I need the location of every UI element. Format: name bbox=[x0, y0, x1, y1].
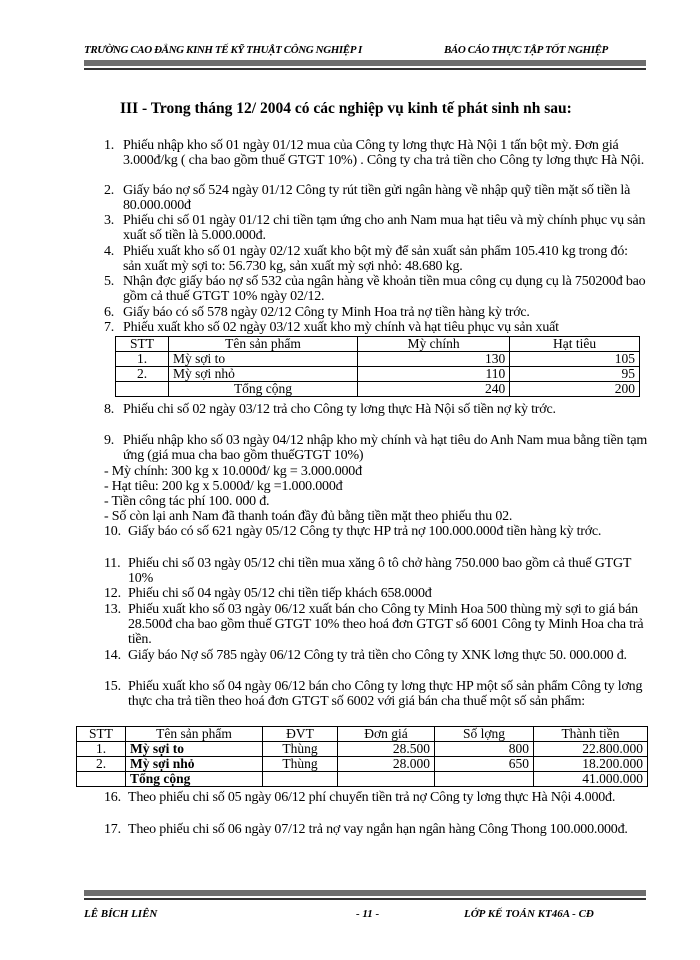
table-header-cell: Mỳ chính bbox=[358, 337, 510, 352]
list-item-11 bbox=[104, 556, 649, 586]
item-text: Phiếu xuất kho số 02 ngày 03/12 xuất kho mỳ chính và hạt tiêu phục vụ sản xuất bbox=[123, 320, 559, 335]
list-item-12 bbox=[104, 586, 649, 601]
table-header-cell: Số lợng bbox=[435, 727, 534, 742]
footer-author: LÊ BÍCH LIÊN bbox=[84, 908, 158, 920]
list-item-8 bbox=[104, 402, 649, 417]
table-cell bbox=[338, 772, 435, 787]
item-number: 7. bbox=[104, 320, 115, 335]
header-school: TRƯỜNG CAO ĐẲNG KINH TẾ KỸ THUẬT CÔNG NGHIỆP I bbox=[84, 44, 362, 56]
list-item-5 bbox=[104, 274, 649, 304]
table-header-row bbox=[116, 337, 640, 352]
item-text: Phiếu chi số 04 ngày 05/12 chi tiền tiếp khách 658.000đ bbox=[128, 586, 432, 601]
table-cell bbox=[77, 772, 126, 787]
list-item-1 bbox=[104, 138, 649, 168]
item9-detail-line: - Mỳ chính: 300 kg x 10.000đ/ kg = 3.000.000đ bbox=[104, 464, 362, 479]
table-cell bbox=[263, 772, 338, 787]
item-text: Theo phiếu chi số 06 ngày 07/12 trả nợ vay ngắn hạn ngân hàng Công Thong 100.000.000đ. bbox=[128, 822, 628, 837]
item-number: 10. bbox=[104, 524, 121, 539]
table-total-row bbox=[77, 772, 648, 787]
table-cell: 41.000.000 bbox=[534, 772, 648, 787]
item-text: Phiếu xuất kho số 03 ngày 06/12 xuất bán cho Công ty Minh Hoa 500 thùng mỳ sợi to giá bán 28.500đ cha bao gồm thuế GTGT 10% theo hoá đơn GTGT số 6001 Công ty Minh Hoa cha trả tiền. bbox=[128, 602, 644, 647]
table-header-cell: Tên sản phẩm bbox=[169, 337, 358, 352]
item9-detail-line: - Hạt tiêu: 200 kg x 5.000đ/ kg =1.000.000đ bbox=[104, 479, 343, 494]
section-title: III - Trong tháng 12/ 2004 có các nghiệp vụ kinh tế phát sinh nh sau: bbox=[120, 100, 572, 117]
table-cell: Mỳ sợi to bbox=[169, 352, 358, 367]
item-number: 17. bbox=[104, 822, 121, 837]
list-item-3 bbox=[104, 213, 649, 243]
item-number: 15. bbox=[104, 679, 121, 694]
item-number: 13. bbox=[104, 602, 121, 617]
table-cell: 130 bbox=[358, 352, 510, 367]
list-item-17 bbox=[104, 822, 649, 837]
table-cell: Mỳ sợi to bbox=[126, 742, 263, 757]
table-cell bbox=[435, 772, 534, 787]
table-cell: 2. bbox=[116, 367, 169, 382]
table-item15 bbox=[76, 726, 648, 787]
table-cell: 18.200.000 bbox=[534, 757, 648, 772]
table-cell: 95 bbox=[510, 367, 640, 382]
header-rule-thin bbox=[84, 68, 646, 70]
item-number: 11. bbox=[104, 556, 121, 571]
table-cell: Thùng bbox=[263, 742, 338, 757]
table-cell: Tổng cộng bbox=[126, 772, 263, 787]
table-cell: 28.500 bbox=[338, 742, 435, 757]
table-cell: 28.000 bbox=[338, 757, 435, 772]
table-cell: Thùng bbox=[263, 757, 338, 772]
item-text: Giấy báo có số 578 ngày 02/12 Công ty Minh Hoa trả nợ tiền hàng kỳ trớc. bbox=[123, 305, 530, 320]
table-cell: Mỳ sợi nhỏ bbox=[126, 757, 263, 772]
table-header-cell: Đơn giá bbox=[338, 727, 435, 742]
header-report-title: BÁO CÁO THỰC TẬP TỐT NGHIỆP bbox=[444, 44, 608, 56]
header-rule bbox=[84, 60, 646, 66]
table-cell: 240 bbox=[358, 382, 510, 397]
footer-page-number: - 11 - bbox=[356, 908, 380, 920]
table-cell bbox=[116, 382, 169, 397]
list-item-2 bbox=[104, 183, 649, 213]
table-cell: Tổng cộng bbox=[169, 382, 358, 397]
list-item-16 bbox=[104, 790, 649, 805]
footer-class: LỚP KẾ TOÁN KT46A - CĐ bbox=[464, 908, 594, 920]
item-text: Phiếu xuất kho số 01 ngày 02/12 xuất kho bột mỳ để sản xuất sản phẩm 105.410 kg trong đó: sản xuất mỳ sợi to: 56.730 kg, sản xuất mỳ sợi nhỏ: 48.680 kg. bbox=[123, 244, 628, 274]
table-cell: 22.800.000 bbox=[534, 742, 648, 757]
table-cell: 650 bbox=[435, 757, 534, 772]
item-number: 3. bbox=[104, 213, 115, 228]
item-number: 6. bbox=[104, 305, 115, 320]
table-cell: 200 bbox=[510, 382, 640, 397]
table-header-cell: Tên sản phẩm bbox=[126, 727, 263, 742]
item-text: Giấy báo có số 621 ngày 05/12 Công ty thực HP trả nợ 100.000.000đ tiền hàng kỳ trớc. bbox=[128, 524, 602, 539]
list-item-15 bbox=[104, 679, 649, 709]
table-row bbox=[77, 742, 648, 757]
item-text: Theo phiếu chi số 05 ngày 06/12 phí chuyển tiền trả nợ Công ty lơng thực Hà Nội 4.000đ. bbox=[128, 790, 616, 805]
item-number: 4. bbox=[104, 244, 115, 259]
list-item-14 bbox=[104, 648, 649, 663]
list-item-6 bbox=[104, 305, 649, 320]
table-cell: 1. bbox=[77, 742, 126, 757]
table-header-cell: Hạt tiêu bbox=[510, 337, 640, 352]
item-number: 14. bbox=[104, 648, 121, 663]
item-text: Giấy báo nợ số 524 ngày 01/12 Công ty rút tiền gửi ngân hàng về nhập quỹ tiền mặt số tiền là 80.000.000đ bbox=[123, 183, 631, 213]
table-row bbox=[77, 757, 648, 772]
item-text: Nhận đợc giấy báo nợ số 532 của ngân hàng về khoản tiền mua công cụ dụng cụ là 750200đ bao gồm cả thuế GTGT 10% ngày 02/12. bbox=[123, 274, 646, 304]
list-item-9 bbox=[104, 433, 649, 463]
item-text: Phiếu chi số 02 ngày 03/12 trả cho Công ty lơng thực Hà Nội số tiền nợ kỳ trớc. bbox=[123, 402, 556, 417]
item-number: 5. bbox=[104, 274, 115, 289]
item-text: Phiếu chi số 03 ngày 05/12 chi tiền mua xăng ô tô chở hàng 750.000 bao gồm cả thuế GTGT 10% bbox=[128, 556, 631, 586]
item-number: 2. bbox=[104, 183, 115, 198]
item-number: 16. bbox=[104, 790, 121, 805]
item-text: Phiếu nhập kho số 01 ngày 01/12 mua của Công ty lơng thực Hà Nội 1 tấn bột mỳ. Đơn giá 3.000đ/kg ( cha bao gồm thuế GTGT 10%) . Công ty cha trả tiền cho Công ty lơng thực Hà Nội. bbox=[123, 138, 645, 168]
table-total-row bbox=[116, 382, 640, 397]
item-text: Giấy báo Nợ số 785 ngày 06/12 Công ty trả tiền cho Công ty XNK lơng thực 50. 000.000 đ. bbox=[128, 648, 627, 663]
table-header-cell: STT bbox=[77, 727, 126, 742]
item9-detail-line: - Số còn lại anh Nam đã thanh toán đầy đủ bằng tiền mặt theo phiếu thu 02. bbox=[104, 509, 513, 524]
table-cell: 1. bbox=[116, 352, 169, 367]
footer-rule bbox=[84, 890, 646, 896]
item9-detail-line: - Tiền công tác phí 100. 000 đ. bbox=[104, 494, 270, 509]
table-item7 bbox=[115, 336, 640, 397]
item-text: Phiếu chi số 01 ngày 01/12 chi tiền tạm ứng cho anh Nam mua hạt tiêu và mỳ chính phục vụ sản xuất số tiền là 5.000.000đ. bbox=[123, 213, 646, 243]
table-cell: Mỳ sợi nhỏ bbox=[169, 367, 358, 382]
list-item-7 bbox=[104, 320, 649, 335]
table-cell: 110 bbox=[358, 367, 510, 382]
list-item-4 bbox=[104, 244, 649, 274]
item-number: 1. bbox=[104, 138, 115, 153]
list-item-10 bbox=[104, 524, 649, 539]
table-cell: 2. bbox=[77, 757, 126, 772]
table-cell: 800 bbox=[435, 742, 534, 757]
item-text: Phiếu xuất kho số 04 ngày 06/12 bán cho Công ty lơng thực HP một số sản phẩm Công ty lơng thực cha trả tiền theo hoá đơn GTGT số 6002 với giá bán cha thuế một số sản phẩm: bbox=[128, 679, 643, 709]
table-row bbox=[116, 367, 640, 382]
table-header-row bbox=[77, 727, 648, 742]
item-text: Phiếu nhập kho số 03 ngày 04/12 nhập kho mỳ chính và hạt tiêu do Anh Nam mua bằng tiền tạm ứng (giá mua cha bao gồm thuếGTGT 10%) bbox=[123, 433, 648, 463]
table-header-cell: Thành tiền bbox=[534, 727, 648, 742]
table-row bbox=[116, 352, 640, 367]
list-item-13 bbox=[104, 602, 649, 647]
item-number: 8. bbox=[104, 402, 115, 417]
footer-rule-thin bbox=[84, 898, 646, 900]
item-number: 9. bbox=[104, 433, 115, 448]
table-header-cell: ĐVT bbox=[263, 727, 338, 742]
table-cell: 105 bbox=[510, 352, 640, 367]
item-number: 12. bbox=[104, 586, 121, 601]
table-header-cell: STT bbox=[116, 337, 169, 352]
